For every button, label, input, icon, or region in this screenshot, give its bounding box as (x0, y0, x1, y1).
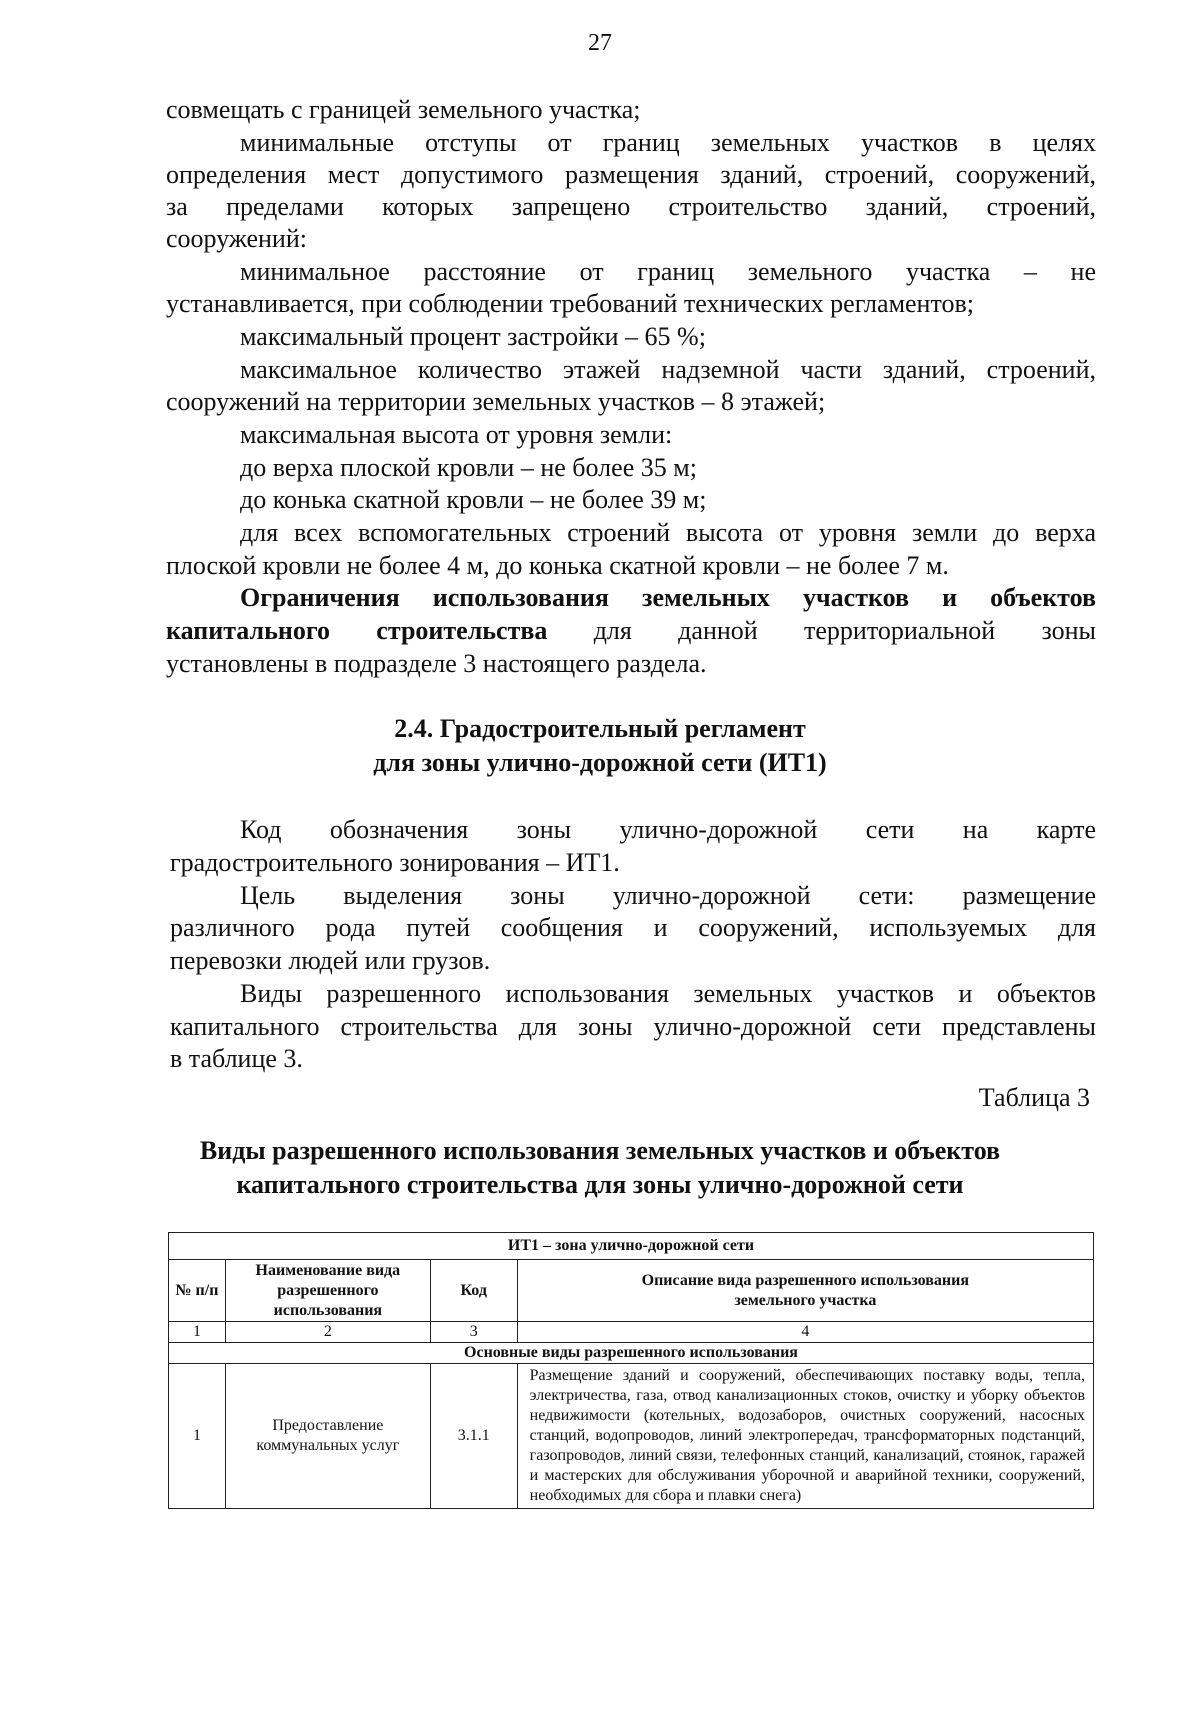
text-line: сооружений на территории земельных участков – 8 этажей; (166, 387, 826, 416)
text-line: Цель выделения зоны улично-дорожной сети: размещение (240, 881, 1096, 910)
row-code: 3.1.1 (430, 1364, 517, 1509)
col-code-header: Код (430, 1260, 517, 1322)
text-line: Виды разрешенного использования земельных участков и объектов (240, 979, 1096, 1008)
col-index: 1 (169, 1322, 226, 1343)
col-index: 4 (517, 1322, 1093, 1343)
row-num: 1 (169, 1364, 226, 1509)
restrictions-line (166, 616, 1096, 646)
col-num-header: № п/п (169, 1260, 226, 1322)
table-row (169, 1364, 1094, 1509)
restrictions-line: Ограничения использования земельных участков и объектов (240, 583, 1096, 612)
section-title: 2.4. Градостроительный регламент (394, 714, 806, 743)
text-line: максимальная высота от уровня земли: (240, 420, 673, 449)
text-line: градостроительного зонирования – ИТ1. (170, 848, 620, 877)
table-title: капитального строительства для зоны улично-дорожной сети (236, 1170, 964, 1199)
text-line: плоской кровли не более 4 м, до конька скатной кровли – не более 7 м. (166, 551, 949, 580)
row-name: Предоставление коммунальных услуг (225, 1364, 430, 1509)
text-line: в таблице 3. (170, 1044, 303, 1073)
page-number: 27 (588, 30, 612, 56)
col-index: 2 (225, 1322, 430, 1343)
text-line: капитального строительства для зоны улично-дорожной сети представлены (170, 1012, 1096, 1041)
text-line: совмещать с границей земельного участка; (166, 95, 641, 124)
text-line: за пределами которых запрещено строительство зданий, строений, (166, 192, 1096, 221)
zone-table (168, 1232, 1094, 1509)
table-label: Таблица 3 (978, 1083, 1090, 1112)
text-line: различного рода путей сообщения и сооружений, используемых для (170, 913, 1096, 942)
section-title: для зоны улично-дорожной сети (ИТ1) (373, 748, 827, 777)
text-line: до верха плоской кровли – не более 35 м; (240, 453, 697, 482)
text-line: сооружений: (166, 224, 307, 253)
table-title: Виды разрешенного использования земельных участков и объектов (199, 1136, 1001, 1165)
col-desc-header: Описание вида разрешенного использования земельного участка (517, 1260, 1093, 1322)
restrictions-rest: для данной территориальной зоны (593, 616, 1096, 645)
section-row: Основные виды разрешенного использования (169, 1343, 1094, 1364)
text-line: максимальное количество этажей надземной части зданий, строений, (240, 355, 1096, 384)
text-line: устанавливается, при соблюдении требований технических регламентов; (166, 289, 974, 318)
text-line: установлены в подразделе 3 настоящего раздела. (166, 649, 707, 678)
text-line: минимальное расстояние от границ земельного участка – не (240, 257, 1096, 286)
col-index: 3 (430, 1322, 517, 1343)
text-line: определения мест допустимого размещения зданий, строений, сооружений, (166, 160, 1096, 189)
restrictions-bold: капитального строительства (166, 616, 548, 645)
zone-header: ИТ1 – зона улично-дорожной сети (169, 1233, 1094, 1260)
row-desc: Размещение зданий и сооружений, обеспечивающих поставку воды, тепла, электричества, газа, отвод канализационных стоков, очистку и уборку объектов недвижимости (котельных, водозаборов, очистных сооружений, насосных станций, водопроводов, линий электропередач, трансформаторных подстанций, газопроводов, линий связи, телефонных станций, канализаций, стоянок, гаражей и мастерских для обслуживания уборочной и аварийной техники, сооружений, необходимых для сбора и плавки снега) (517, 1364, 1093, 1509)
text-line: до конька скатной кровли – не более 39 м; (240, 485, 707, 514)
text-line: для всех вспомогательных строений высота от уровня земли до верха (240, 518, 1096, 547)
text-line: Код обозначения зоны улично-дорожной сети на карте (240, 815, 1096, 844)
col-name-header: Наименование вида разрешенного использования (225, 1260, 430, 1322)
text-line: минимальные отступы от границ земельных участков в целях (240, 128, 1096, 157)
text-line: максимальный процент застройки – 65 %; (240, 322, 706, 351)
text-line: перевозки людей или грузов. (170, 946, 491, 975)
